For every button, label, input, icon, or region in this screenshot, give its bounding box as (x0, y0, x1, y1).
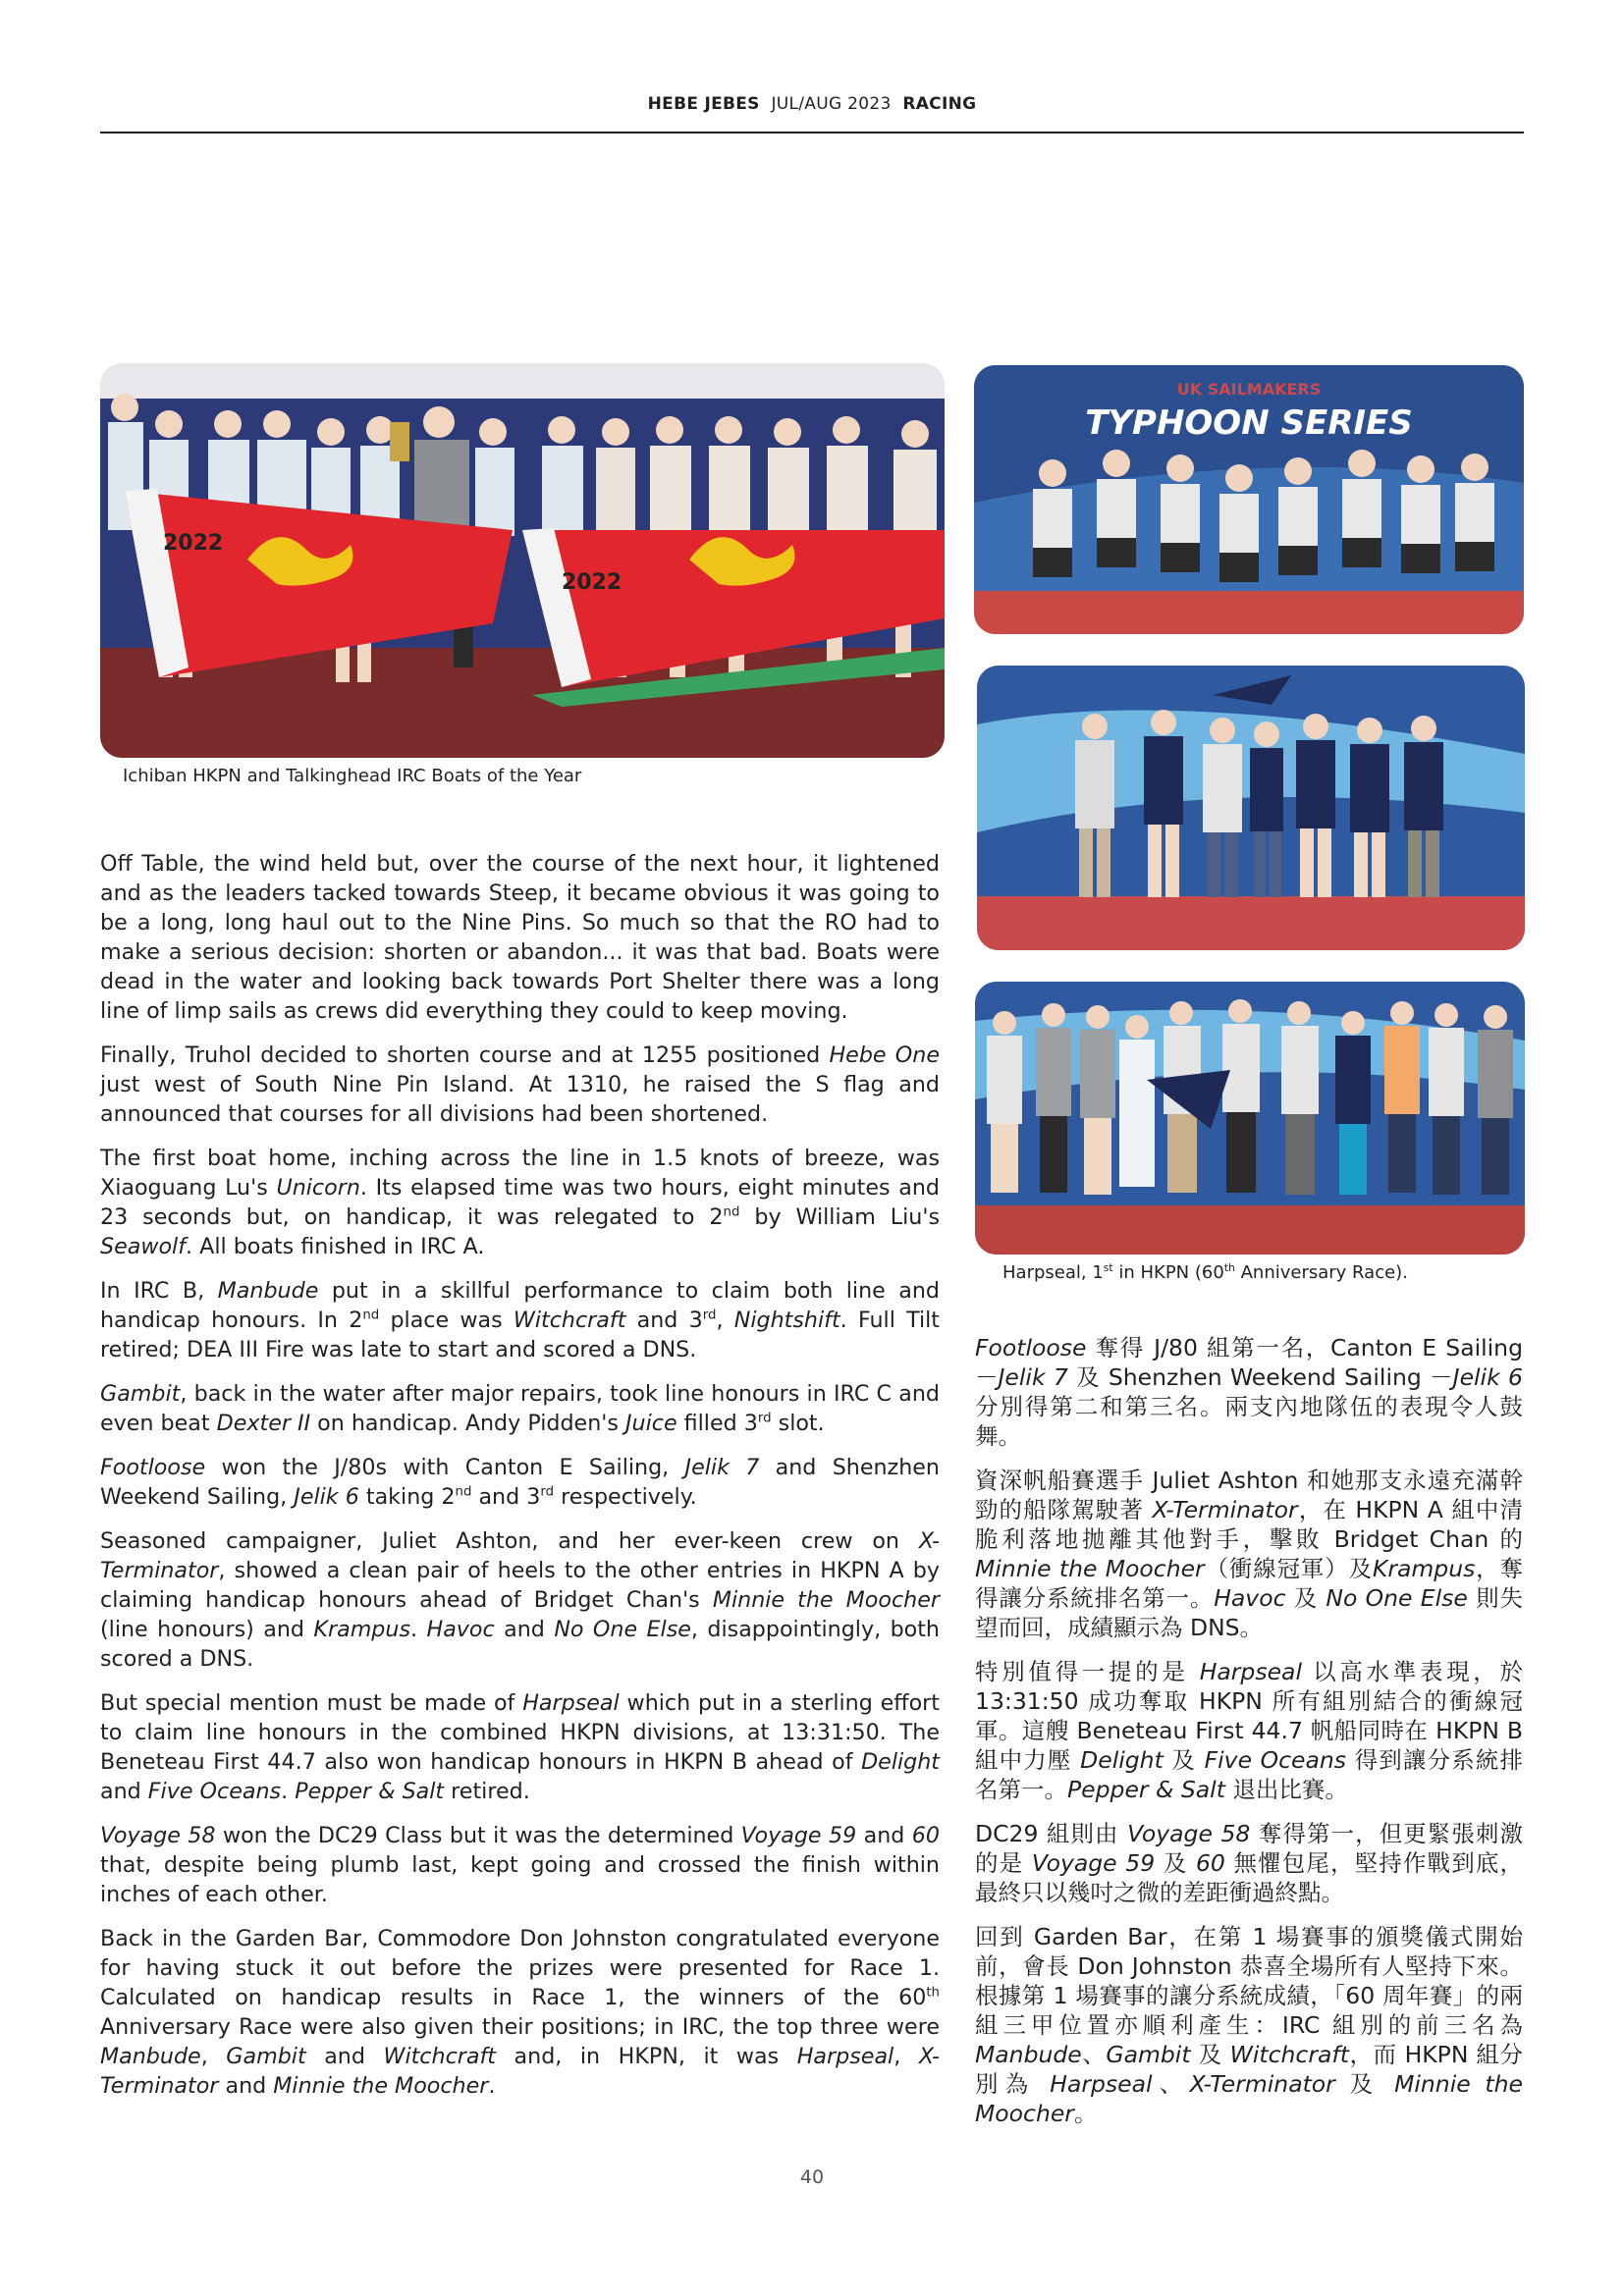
zh-paragraph-4: DC29 組則由 Voyage 58 奪得第一，但更緊張刺激的是 Voyage 59 及 60 無懼包尾，堅持作戰到底，最終只以幾吋之微的差距衝過終點。 (975, 1820, 1523, 1906)
zh-paragraph-2: 資深帆船賽選手 Juliet Ashton 和她那支永遠充滿幹勁的船隊駕駛著 X-Terminator，在 HKPN A 組中清脆利落地拋離其他對手，擊敗 Bridget Chan 的 Minnie the Moocher（衝線冠軍）及Krampus，奪得讓分系統排名第一。Havoc 及 No One Else 則失望而回，成績顯示為 DNS。 (975, 1467, 1524, 1641)
banner-year-right: 2022 (562, 570, 623, 595)
photo-typhoon-series-crew (974, 365, 1524, 634)
section-name: RACING (902, 94, 977, 114)
page-header (100, 94, 1524, 133)
en-paragraph-3: The first boat home, inching across the line in 1.5 knots of breeze, was Xiaoguang Lu's Unicorn. Its elapsed time was two hours, eight minutes and 23 seconds but, on handicap, it was relegated to 2nd by William Liu's Seawolf. All boats finished in IRC A. (100, 1146, 940, 1259)
banner-year-left: 2022 (163, 531, 224, 556)
zh-paragraph-1: Footloose 奪得 J/80 組第一名，Canton E Sailing －Jelik 7 及 Shenzhen Weekend Sailing －Jelik 6 分別得第二和第三名。兩支內地隊伍的表現令人鼓舞。 (975, 1334, 1523, 1450)
photo-pennant-crew (977, 666, 1525, 950)
en-paragraph-7: Seasoned campaigner, Juliet Ashton, and her ever-keen crew on X-Terminator, showed a clean pair of heels to the other entries in HKPN A by claiming handicap honours ahead of Bridget Chan's Minnie the Moocher (line honours) and Krampus. Havoc and No One Else, disappointingly, both scored a DNS. (100, 1528, 940, 1672)
magazine-name: HEBE JEBES (647, 94, 760, 114)
typhoon-title: TYPHOON SERIES (1085, 403, 1413, 443)
en-paragraph-8: But special mention must be made of Harpseal which put in a sterling effort to claim line honours in the combined HKPN divisions, at 13:31:50. The Beneteau First 44.7 also won handicap honours in HKPN B ahead of Delight and Five Oceans. Pepper & Salt retired. (100, 1690, 940, 1804)
photo-caption-main: Ichiban HKPN and Talkinghead IRC Boats of the Year (123, 766, 582, 786)
chinese-article-column (975, 1333, 1523, 2143)
photo-caption-harpseal: Harpseal, 1st in HKPN (60th Anniversary Race). (1002, 1261, 1408, 1283)
en-paragraph-9: Voyage 58 won the DC29 Class but it was the determined Voyage 59 and 60 that, despite being plumb last, kept going and crossed the finish within inches of each other. (100, 1823, 940, 1907)
en-paragraph-6: Footloose won the J/80s with Canton E Sailing, Jelik 7 and Shenzhen Weekend Sailing, Jelik 6 taking 2nd and 3rd respectively. (100, 1455, 940, 1510)
english-article-column (100, 849, 940, 2115)
en-paragraph-5: Gambit, back in the water after major repairs, took line honours in IRC C and even beat Dexter II on handicap. Andy Pidden's Juice filled 3rd slot. (100, 1381, 940, 1436)
zh-paragraph-3: 特別值得一提的是 Harpseal 以高水準表現，於 13:31:50 成功奪取 HKPN 所有組別結合的衝線冠軍。這艘 Beneteau First 44.7 帆船同時在 HKPN B 組中力壓 Delight 及 Five Oceans 得到讓分系統排名第一。Pepper & Salt 退出比賽。 (975, 1658, 1523, 1803)
zh-paragraph-5: 回到 Garden Bar，在第 1 場賽事的頒獎儀式開始前，會長 Don Johnston 恭喜全場所有人堅持下來。根據第 1 場賽事的讓分系統成績，「60 周年賽」的兩組三甲位置亦順利產生：IRC 組別的前三名為 Manbude、Gambit 及 Witchcraft，而 HKPN 組分別為 Harpseal、X-Terminator 及 Minnie the Moocher。 (975, 1923, 1523, 2127)
typhoon-sponsor: UK SAILMAKERS (1176, 380, 1322, 399)
en-paragraph-10: Back in the Garden Bar, Commodore Don Johnston congratulated everyone for having stuck it out before the prizes were presented for Race 1. Calculated on handicap results in Race 1, the winners of the 60th Anniversary Race were also given their positions; in IRC, the top three were Manbude, Gambit and Witchcraft and, in HKPN, it was Harpseal, X-Terminator and Minnie the Moocher. (100, 1926, 940, 2099)
issue-date: JUL/AUG 2023 (771, 94, 892, 114)
page-number: 40 (799, 2166, 825, 2188)
photo-boats-of-the-year (100, 363, 945, 758)
en-paragraph-1: Off Table, the wind held but, over the course of the next hour, it lightened and as the leaders tacked towards Steep, it became obvious it was going to be a long, long haul out to the Nine Pins. So much so that the RO had to make a serious decision: shorten or abandon... it was that bad. Boats were dead in the water and looking back towards Port Shelter there was a long line of limp sails as crews did everything they could to keep moving. (100, 851, 940, 1024)
en-paragraph-4: In IRC B, Manbude put in a skillful performance to claim both line and handicap honours. In 2nd place was Witchcraft and 3rd, Nightshift. Full Tilt retired; DEA III Fire was late to start and scored a DNS. (100, 1278, 941, 1362)
photo-harpseal-crew (975, 982, 1525, 1255)
en-paragraph-2: Finally, Truhol decided to shorten course and at 1255 positioned Hebe One just west of South Nine Pin Island. At 1310, he raised the S flag and announced that courses for all divisions had been shortened. (100, 1042, 940, 1127)
